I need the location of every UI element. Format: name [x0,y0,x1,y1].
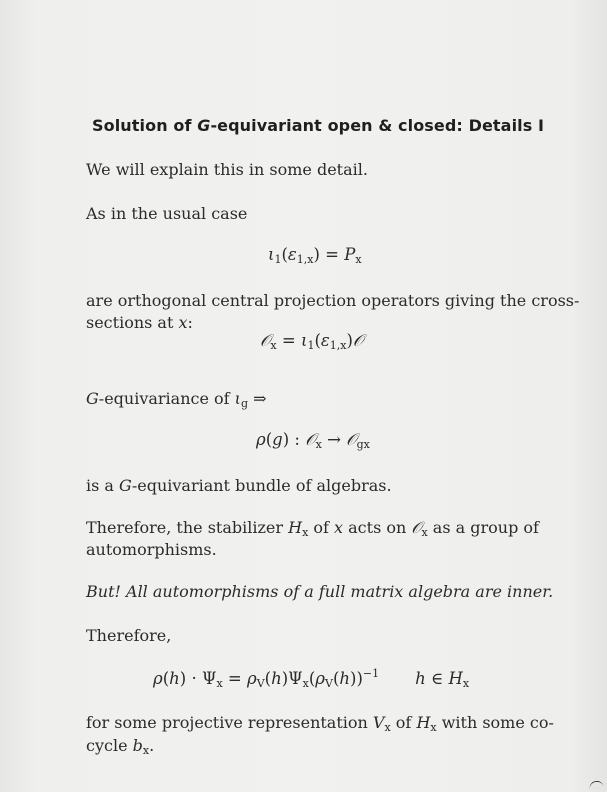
eq3-g: g [272,430,283,449]
eq4-rho: ρ [153,669,163,688]
cocycle-b: b [132,736,143,755]
slide-title [92,116,544,135]
bundle-G: G [119,476,132,495]
equivariance-iota-sub: g [240,397,248,410]
paragraph-intro [86,159,368,181]
equivariance-iota: ι [234,389,241,408]
eq2-epsilon-sub: 1,x [329,339,347,352]
stabilizer-x: x [334,518,344,537]
title-var: G [197,116,211,135]
eq2-O-tail: 𝒪 [352,331,364,350]
eq4-cond-H: H [448,669,463,688]
stabilizer-H-sub: x [302,526,309,539]
eq4-rhoV: ρ [246,669,257,688]
eq3-O-src: 𝒪 [305,430,316,449]
intro-text: We will explain this in some detail. [86,160,368,179]
bundle-post: -equivariant bundle of algebras. [131,476,392,495]
paragraph-cocycle [86,735,154,762]
eq3-rho: ρ [256,430,266,449]
paragraph-equivariance [86,388,267,415]
eq4-V-sub-2: V [325,677,333,690]
eq1-P: P [344,245,356,264]
right-arrow-icon: → [327,430,341,449]
eq3-O-dst-sub: gx [356,438,370,451]
eq3-O-dst: 𝒪 [346,430,357,449]
projective-H-sub: x [430,721,437,734]
equation-rho-map: ρ(g) : 𝒪$_x$ → 𝒪$_{gx}$ [256,430,370,451]
eq3-O-src-sub: x [315,438,322,451]
eq4-h-3: h [339,669,351,688]
eq2-O-sub: x [270,339,277,352]
eq4-cond-H-sub: x [462,677,470,690]
cocycle-b-sub: x [142,744,150,757]
inner-automorphisms-text: But! All automorphisms of a full matrix algebra are inner. [86,582,554,601]
eq1-epsilon: ε [287,245,297,264]
paragraph-inner [86,581,553,603]
eq4-h: h [169,669,180,688]
eq1-iota: ι [268,245,275,264]
projective-V-sub: x [384,721,391,734]
cocycle-period: . [149,736,155,755]
implies-icon: ⇒ [253,389,267,408]
bundle-pre: is a [86,476,120,495]
stabilizer-H: H [288,518,303,537]
paragraph-automorphisms [86,539,217,561]
usual-case-text: As in the usual case [86,204,248,223]
stabilizer-text-d: as a group of [427,518,539,537]
paragraph-bundle [86,475,392,497]
paragraph-therefore [86,625,171,647]
eq4-cond-h: h [415,669,426,688]
eq2-epsilon: ε [320,331,330,350]
equivariance-text: -equivariance of [98,389,235,408]
cross-sections-colon: : [187,313,193,332]
paragraph-usual-case [86,203,247,225]
eq1-epsilon-sub: 1,x [296,253,314,266]
stabilizer-text-b: of [308,518,335,537]
cocycle-text-a: cycle [86,736,133,755]
eq4-exponent: −1 [362,667,380,680]
paragraph-projective-rep [86,712,554,739]
eq4-Psi-sub-2: x [302,677,309,690]
eq4-Psi: Ψ [201,669,217,688]
equivariance-G: G [86,389,99,408]
eq2-iota-sub: 1 [307,339,315,352]
projective-H: H [416,713,431,732]
paragraph-cross-sections [86,312,193,334]
projective-text-b: of [390,713,417,732]
stabilizer-O: 𝒪 [411,518,422,537]
eq4-rhoV-2: ρ [315,669,325,688]
title-pre: Solution of [92,116,198,135]
stabilizer-text-a: Therefore, the stabilizer [86,518,289,537]
eq1-iota-sub: 1 [274,253,282,266]
equation-cross-section: 𝒪$_x$ = $\iota_1(\varepsilon_{1,x})𝒪$ [260,331,364,352]
projective-text-a: for some projective representation [86,713,373,732]
equation-conjugation: $\rho(h) \cdot \Psi_x = \rho_V(h)\Psi_x(\rho_V(h))^{-1}$ h ∈ $H_x$ [153,667,470,690]
stabilizer-text-c: acts on [343,518,412,537]
projective-text-c: with some co- [436,713,554,732]
automorphisms-text: automorphisms. [86,540,217,559]
title-post: -equivariant open & closed: Details I [210,116,545,135]
eq2-iota: ι [300,331,308,350]
paragraph-projection [86,290,579,312]
element-of-icon: ∈ [431,669,444,688]
eq4-Psi-sub: x [216,677,223,690]
cross-sections-text: sections at [86,313,179,332]
projection-line-1: are orthogonal central projection operators giving the cross- [86,291,580,310]
eq4-V-sub: V [256,677,265,690]
equation-projection: $\iota_1(\varepsilon_{1,x}) = P_x$ [268,245,362,266]
eq4-Psi-2: Ψ [288,669,303,688]
stabilizer-O-sub: x [421,526,428,539]
projective-V: V [372,713,385,732]
therefore-text: Therefore, [86,626,172,645]
eq2-O: 𝒪 [260,331,271,350]
cross-sections-var: x [178,313,188,332]
scan-mark [588,780,603,790]
eq4-h-2: h [271,669,282,688]
eq1-P-sub: x [355,253,362,266]
